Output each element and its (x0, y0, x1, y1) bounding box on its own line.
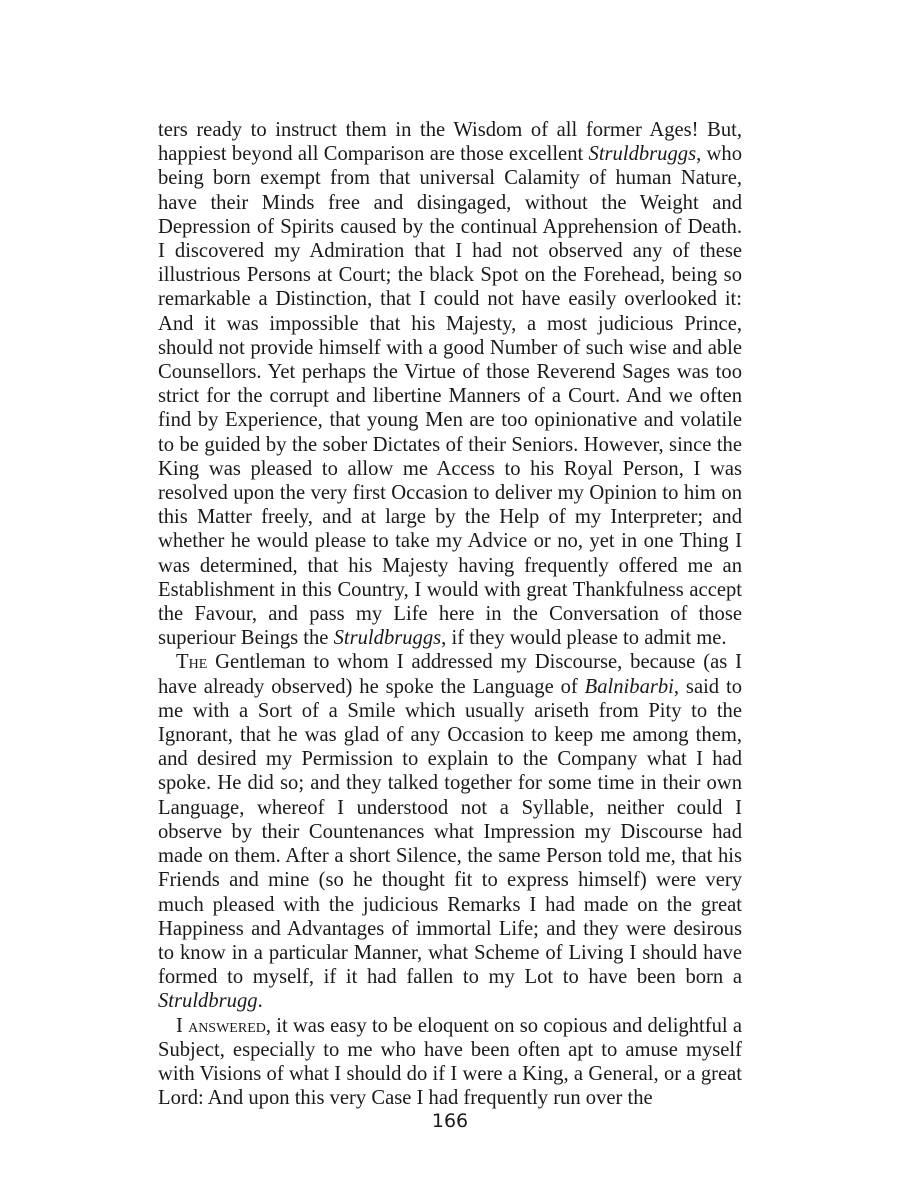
small-caps-word: answered (188, 1014, 266, 1037)
text-run: I (176, 1014, 189, 1037)
italic-term: Struldbruggs (333, 627, 442, 650)
text-run: ters ready to instruct them in the Wisdom of all former Ages! But, happiest beyond all Comparison are those excellent (158, 119, 742, 166)
italic-term: Struldbruggs (588, 143, 697, 166)
text-run: , if they would please to admit me. (441, 627, 727, 650)
body-text (158, 118, 742, 1110)
text-run: , it was easy to be eloquent on so copious and delightful a Subject, especially to me who have been often apt to amuse myself with Visions of what I should do if I were a King, a General, or a great Lord: And upon this very Case I had frequently run over the (158, 1014, 742, 1110)
paragraph-3 (158, 1014, 742, 1111)
page-number: 166 (431, 1110, 469, 1132)
text-run: , who being born exempt from that universal Calamity of human Nature, have their Minds free and disingaged, without the Weight and Depression of Spirits caused by the continual Apprehension of Death. I discovered my Admiration that I had not observed any of these illustrious Persons at Court; the black Spot on the Forehead, being so remarkable a Distinction, that I could not have easily overlooked it: And it was impossible that his Majesty, a most judicious Prince, should not provide himself with a good Number of such wise and able Counsellors. Yet perhaps the Virtue of those Reverend Sages was too strict for the corrupt and libertine Manners of a Court. And we often find by Experience, that young Men are too opinionative and volatile to be guided by the sober Dictates of their Seniors. However, since the King was pleased to allow me Access to his Royal Person, I was resolved upon the very first Occasion to deliver my Opinion to him on this Matter freely, and at large by the Help of my Interpreter; and whether he would please to take my Advice or no, yet in one Thing I was determined, that his Majesty having frequently offered me an Establishment in this Country, I would with great Thankfulness accept the Favour, and pass my Life here in the Conversation of those superiour Beings the (158, 143, 743, 650)
text-run: , said to me with a Sort of a Smile which usually ariseth from Pity to the Ignorant, that he was glad of any Occasion to keep me among them, and desired my Permission to explain to the Company what I had spoke. He did so; and they talked together for some time in their own Language, whereof I understood not a Syllable, neither could I observe by their Countenances what Impression my Discourse had made on them. After a short Silence, the same Person told me, that his Friends and mine (so he thought fit to express himself) were very much pleased with the judicious Remarks I had made on the great Happiness and Advantages of immortal Life; and they were desirous to know in a particular Manner, what Scheme of Living I should have formed to myself, if it had fallen to my Lot to have been born a (158, 675, 742, 989)
text-run: . (257, 990, 263, 1013)
italic-term: Struldbrugg (158, 990, 258, 1013)
text-run: Gentleman to whom I addressed my Discourse, because (as I have already observed) he spoke the Language of (158, 651, 742, 698)
paragraph-2 (158, 650, 742, 1013)
italic-term: Balnibarbi (584, 675, 674, 698)
paragraph-1 (158, 118, 742, 650)
small-caps-word: The (176, 651, 208, 674)
